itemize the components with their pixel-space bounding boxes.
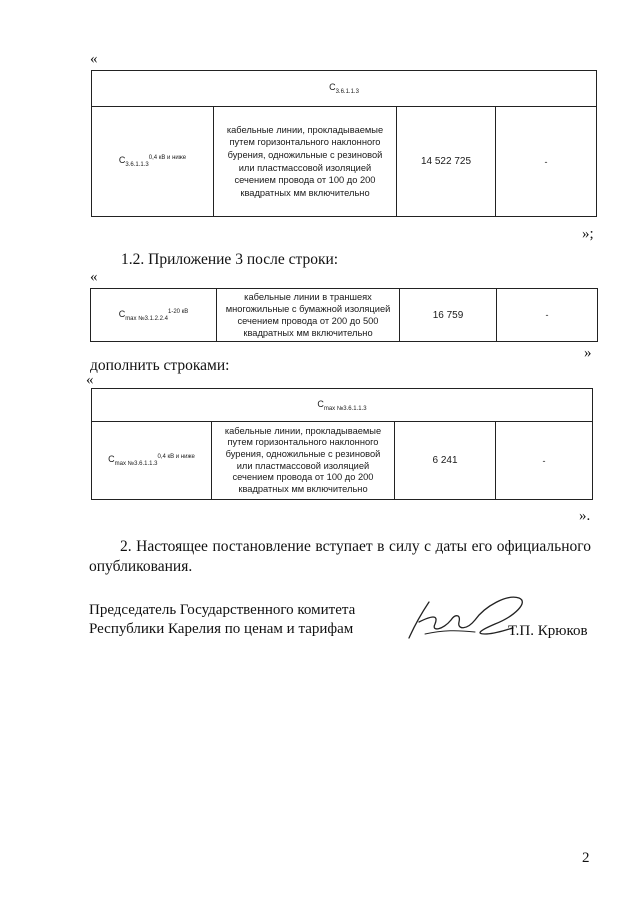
closing-quote-period: ». xyxy=(579,508,591,524)
table2-code-cell: $C_{max №3.1.2.2.4}^{1-20 кВ}$ xyxy=(91,289,217,342)
opening-quote-3: « xyxy=(86,372,94,388)
signatory-title-line-1: Председатель Государственного комитета xyxy=(89,602,356,618)
signatory-name: Т.П. Крюков xyxy=(508,623,588,639)
closing-quote-2: » xyxy=(584,345,592,361)
page-number: 2 xyxy=(582,850,590,866)
item-2: 2. Настоящее постановление вступает в силу с даты его официального опубликования. xyxy=(89,538,591,575)
table1-value: 14 522 725 xyxy=(397,107,496,217)
table3-value: 6 241 xyxy=(395,422,496,500)
closing-quote-semicolon: »; xyxy=(582,226,594,242)
tariff-table-2 xyxy=(90,288,598,342)
signatory-title-line-2: Республики Карелия по ценам и тарифам xyxy=(89,621,354,637)
table3-header: $C_{max №3.6.1.1.3}$ xyxy=(92,389,593,422)
table3-extra: - xyxy=(496,422,593,500)
signature-image xyxy=(395,590,545,650)
tariff-table-1 xyxy=(91,70,597,217)
table3-code-cell: $C_{max №3.6.1.1.3}^{0,4 кВ и ниже}$ xyxy=(92,422,212,500)
tariff-table-3 xyxy=(91,388,593,500)
table3-description: кабельные линии, прокладываемые путем горизонтального наклонного бурения, одножильные с резиновой или пластмассовой изоляцией сечением провода от 100 до 200 квадратных мм включительно xyxy=(212,422,395,500)
table2-extra: - xyxy=(497,289,598,342)
table1-extra: - xyxy=(496,107,597,217)
table1-description: кабельные линии, прокладываемые путем горизонтального наклонного бурения, одножильные с резиновой или пластмассовой изоляцией сечением провода от 100 до 200 квадратных мм включительно xyxy=(214,107,397,217)
table1-header: $C_{3.6.1.1.3}$ xyxy=(92,71,597,107)
opening-quote: « xyxy=(90,51,98,67)
item-1-2: 1.2. Приложение 3 после строки: xyxy=(121,251,339,268)
table2-description: кабельные линии в траншеях многожильные с бумажной изоляцией сечением провода от 200 до 500 квадратных мм включительно xyxy=(217,289,400,342)
table2-value: 16 759 xyxy=(400,289,497,342)
supplement-line: дополнить строками: xyxy=(90,357,230,374)
opening-quote-2: « xyxy=(90,269,98,285)
table1-code-cell: $C_{3.6.1.1.3}^{0,4 кВ и ниже}$ xyxy=(92,107,214,217)
